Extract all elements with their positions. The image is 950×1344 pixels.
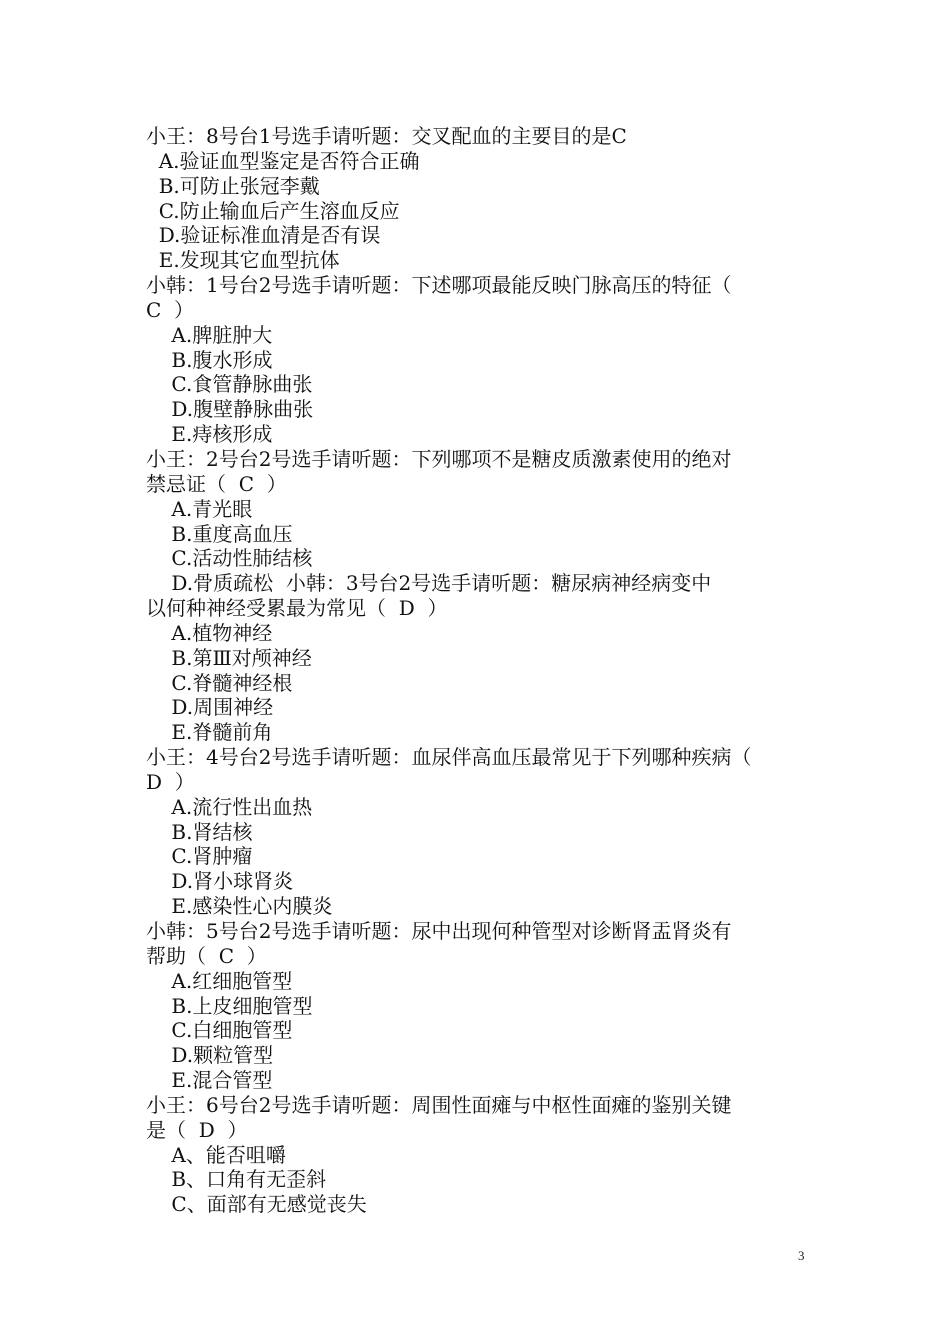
option-line: E.痔核形成 — [146, 422, 273, 447]
option-line: C、面部有无感觉丧失 — [146, 1192, 367, 1217]
option-line: C.活动性肺结核 — [146, 546, 313, 571]
option-line: D.腹壁静脉曲张 — [146, 397, 314, 422]
option-line: C.肾肿瘤 — [146, 844, 253, 869]
option-line: E.脊髓前角 — [146, 720, 273, 745]
option-line: A.脾脏肿大 — [146, 322, 273, 347]
question-line-continued: C ） — [146, 297, 195, 322]
page-number: 3 — [798, 1248, 805, 1263]
option-line: B.腹水形成 — [146, 347, 273, 372]
question-line: 小王：4号台2号选手请听题：血尿伴高血压最常见于下列哪种疾病（ — [146, 745, 752, 770]
question-line: 小王：8号台1号选手请听题：交叉配血的主要目的是C — [146, 124, 627, 148]
question-line-continued: 以何种神经受累最为常见（ D ） — [146, 596, 448, 621]
option-line: D.验证标准血清是否有误 — [146, 223, 381, 248]
option-line: B.重度高血压 — [146, 521, 293, 546]
option-line: E.发现其它血型抗体 — [146, 248, 340, 273]
option-line: E.感染性心内膜炎 — [146, 894, 333, 919]
option-line: D.肾小球肾炎 — [146, 869, 294, 894]
question-line-continued: D ） — [146, 769, 195, 794]
option-line: D.周围神经 — [146, 695, 274, 720]
option-line: A.流行性出血热 — [146, 794, 313, 819]
question-line: 小韩：1号台2号选手请听题：下述哪项最能反映门脉高压的特征（ — [146, 273, 732, 298]
option-line: C.食管静脉曲张 — [146, 372, 313, 397]
document-body — [146, 124, 810, 1217]
question-line-continued: 帮助（ C ） — [146, 943, 267, 968]
option-line: A.青光眼 — [146, 496, 253, 521]
option-line: C.脊髓神经根 — [146, 670, 293, 695]
option-line: A.植物神经 — [146, 620, 273, 645]
option-line: A.红细胞管型 — [146, 968, 293, 993]
option-line: B.上皮细胞管型 — [146, 993, 313, 1018]
option-line: B、口角有无歪斜 — [146, 1167, 327, 1192]
option-line: B.肾结核 — [146, 819, 253, 844]
question-line-continued: 禁忌证（ C ） — [146, 471, 287, 496]
option-and-question-line: D.骨质疏松 小韩：3号台2号选手请听题：糖尿病神经病变中 — [146, 571, 712, 596]
option-line: C.防止输血后产生溶血反应 — [146, 198, 400, 223]
question-line-continued: 是（ D ） — [146, 1117, 248, 1142]
option-line: E.混合管型 — [146, 1068, 273, 1093]
question-line: 小王：6号台2号选手请听题：周围性面瘫与中枢性面瘫的鉴别关键 — [146, 1092, 732, 1117]
option-line: C.白细胞管型 — [146, 1018, 293, 1043]
option-line: D.颗粒管型 — [146, 1043, 274, 1068]
option-line: B.可防止张冠李戴 — [146, 173, 320, 198]
option-line: A、能否咀嚼 — [146, 1142, 286, 1167]
option-line: B.第Ⅲ对颅神经 — [146, 645, 312, 670]
question-line: 小王：2号台2号选手请听题：下列哪项不是糖皮质激素使用的绝对 — [146, 446, 732, 471]
option-line: A.验证血型鉴定是否符合正确 — [146, 148, 420, 173]
question-line: 小韩：5号台2号选手请听题：尿中出现何种管型对诊断肾盂肾炎有 — [146, 919, 732, 943]
